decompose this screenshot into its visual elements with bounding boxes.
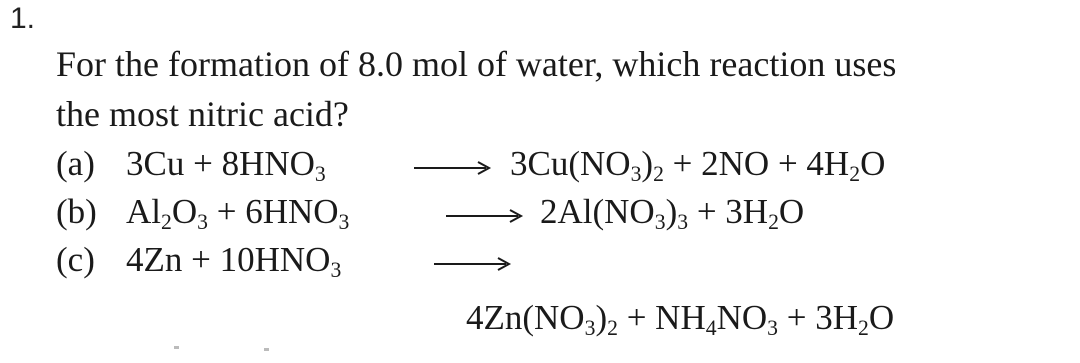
formula-subscript: 2 [161,210,172,235]
formula-subscript: 3 [654,210,666,235]
question-text-line-1: For the formation of 8.0 mol of water, which reaction uses [56,44,897,84]
formula-subscript: 3 [630,162,642,187]
formula-subscript: 4 [705,316,717,341]
formula-subscript: 3 [584,316,596,341]
reaction-arrow-icon [444,194,524,234]
formula-text: O [868,298,895,337]
scan-speck [174,346,179,349]
formula-text: O [778,192,805,231]
formula-subscript: 2 [653,162,664,187]
formula-subscript: 2 [858,316,869,341]
question-text-line-2: the most nitric acid? [56,94,349,134]
reaction-a-reactants [126,144,326,187]
reaction-c-products [466,298,895,341]
formula-text: 3Cu + 8HNO [126,144,315,183]
reaction-b-reactants [126,192,350,235]
formula-text: ) [641,144,654,183]
formula-subscript: 3 [330,258,342,283]
formula-text: O [171,192,198,231]
reaction-c-reactants [126,240,342,283]
formula-text: ) [665,192,678,231]
formula-text: Al [126,192,161,231]
formula-text: 4Zn + 10HNO [126,240,331,279]
formula-text: 3Cu(NO [510,144,631,183]
formula-subscript: 3 [677,210,689,235]
reaction-arrow-icon [432,242,512,282]
formula-subscript: 2 [607,316,618,341]
formula-subscript: 2 [849,162,861,187]
reaction-c-label: (c) [56,240,95,279]
formula-subscript: 3 [197,210,208,235]
formula-subscript: 3 [338,210,350,235]
formula-text: 2Al(NO [540,192,655,231]
reaction-a-label: (a) [56,144,95,183]
formula-text: NO [716,298,768,337]
formula-text: + 3H [777,298,858,337]
formula-subscript: 2 [768,210,779,235]
formula-subscript: 3 [767,316,778,341]
question-number: 1. [10,2,36,35]
reaction-b-label: (b) [56,192,97,231]
formula-subscript: 3 [314,162,326,187]
formula-text: + 2NO + 4H [663,144,850,183]
scan-speck [264,348,269,351]
reaction-b-products [540,192,805,235]
reaction-arrow-icon [412,146,492,186]
formula-text: O [860,144,886,183]
formula-text: + NH [617,298,706,337]
formula-text: + 3H [688,192,769,231]
formula-text: 4Zn(NO [466,298,585,337]
formula-text: + 6HNO [207,192,339,231]
reaction-a-products [510,144,886,187]
formula-text: ) [595,298,608,337]
